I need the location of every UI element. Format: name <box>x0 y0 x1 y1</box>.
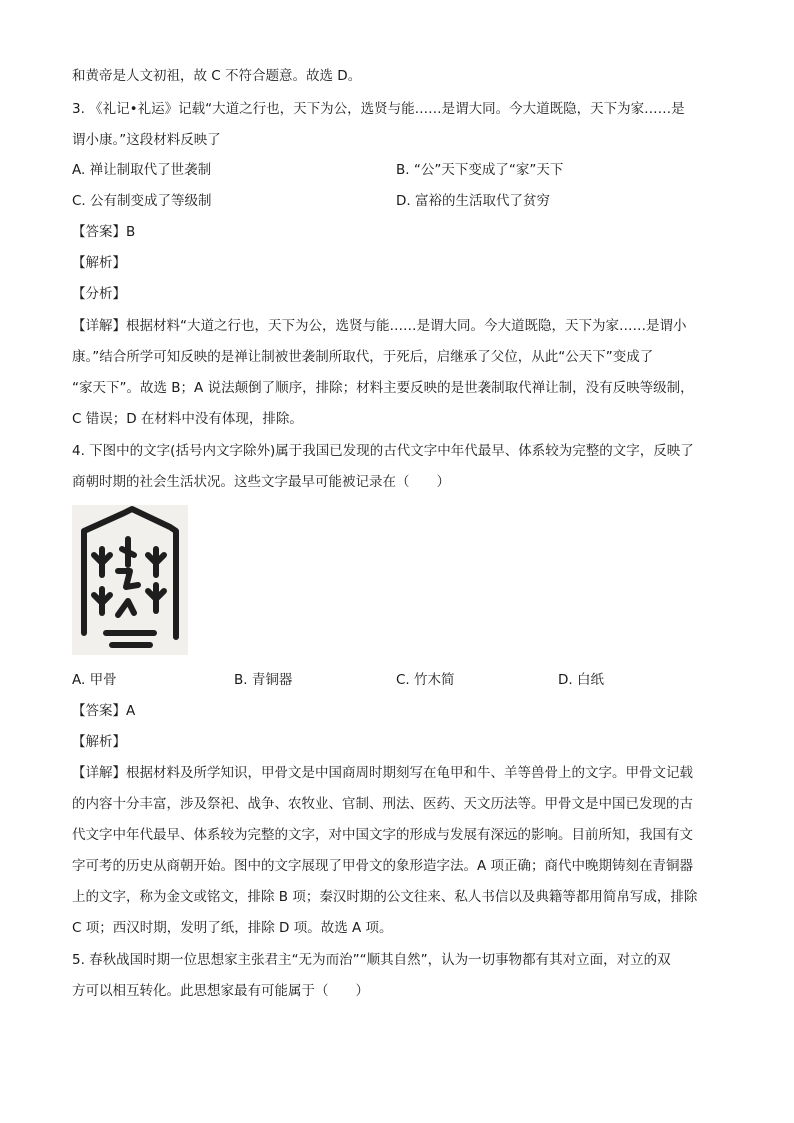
question-3-explanation-line-4: C 错误；D 在材料中没有体现，排除。 <box>72 411 303 427</box>
question-3-answer: 【答案】B <box>72 224 136 240</box>
question-3-explanation-line-1: 【详解】根据材料“大道之行也，天下为公，选贤与能……是谓大同。今大道既隐，天下为家……是谓小 <box>72 318 687 334</box>
question-5-stem-line-1: 5. 春秋战国时期一位思想家主张君主“无为而治”“顺其自然”，认为一切事物都有其对立面，对立的双 <box>72 952 671 968</box>
question-3-stem-line-2: 谓小康。”这段材料反映了 <box>72 132 221 148</box>
question-3-explanation-line-2: 康。”结合所学可知反映的是禅让制被世袭制所取代，于死后，启继承了父位，从此“公天下”变成了 <box>72 349 654 365</box>
question-4-explanation-line-3: 代文字中年代最早、体系较为完整的文字，对中国文字的形成与发展有深远的影响。目前所知，我国有文 <box>72 827 693 843</box>
question-4-analysis-heading: 【解析】 <box>72 734 126 750</box>
question-3-explanation-line-3: “家天下”。故选 B；A 说法颠倒了顺序，排除；材料主要反映的是世袭制取代禅让制，没有反映等级制， <box>72 380 694 396</box>
question-4-option-a: A. 甲骨 <box>72 672 117 688</box>
question-3-fenxi-heading: 【分析】 <box>72 286 126 302</box>
question-3-option-c: C. 公有制变成了等级制 <box>72 193 212 209</box>
question-4-explanation-line-4: 字可考的历史从商朝开始。图中的文字展现了甲骨文的象形造字法。A 项正确；商代中晚期铸刻在青铜器 <box>72 858 694 874</box>
text-line-prev-answer-end: 和黄帝是人文初祖，故 C 不符合题意。故选 D。 <box>72 68 362 84</box>
question-4-answer: 【答案】A <box>72 703 136 719</box>
question-3-option-b: B. “公”天下变成了“家”天下 <box>396 162 564 178</box>
question-4-option-d: D. 白纸 <box>558 672 604 688</box>
question-4-option-b: B. 青铜器 <box>234 672 293 688</box>
question-4-explanation-line-1: 【详解】根据材料及所学知识，甲骨文是中国商周时期刻写在龟甲和牛、羊等兽骨上的文字。甲骨文记载 <box>72 765 693 781</box>
question-4-option-c: C. 竹木简 <box>396 672 455 688</box>
question-5-stem-line-2: 方可以相互转化。此思想家最有可能属于（ ） <box>72 983 369 999</box>
question-4-explanation-line-2: 的内容十分丰富，涉及祭祀、战争、农牧业、官制、刑法、医药、天文历法等。甲骨文是中国已发现的古 <box>72 796 693 812</box>
question-4-stem-line-1: 4. 下图中的文字(括号内文字除外)属于我国已发现的古代文字中年代最早、体系较为完整的文字，反映了 <box>72 443 694 459</box>
oracle-bone-script-image <box>72 505 188 655</box>
oracle-bone-glyph-drawing <box>72 505 188 655</box>
question-3-analysis-heading: 【解析】 <box>72 255 126 271</box>
question-3-option-d: D. 富裕的生活取代了贫穷 <box>396 193 550 209</box>
question-4-explanation-line-5: 上的文字，称为金文或铭文，排除 B 项；秦汉时期的公文往来、私人书信以及典籍等都用简帛写成，排除 <box>72 889 698 905</box>
question-3-option-a: A. 禅让制取代了世袭制 <box>72 162 212 178</box>
question-4-explanation-line-6: C 项；西汉时期，发明了纸，排除 D 项。故选 A 项。 <box>72 920 393 936</box>
question-3-stem-line-1: 3. 《礼记•礼运》记载“大道之行也，天下为公，选贤与能……是谓大同。今大道既隐，天下为家……是 <box>72 101 685 117</box>
question-4-stem-line-2: 商朝时期的社会生活状况。这些文字最早可能被记录在（ ） <box>72 474 450 490</box>
